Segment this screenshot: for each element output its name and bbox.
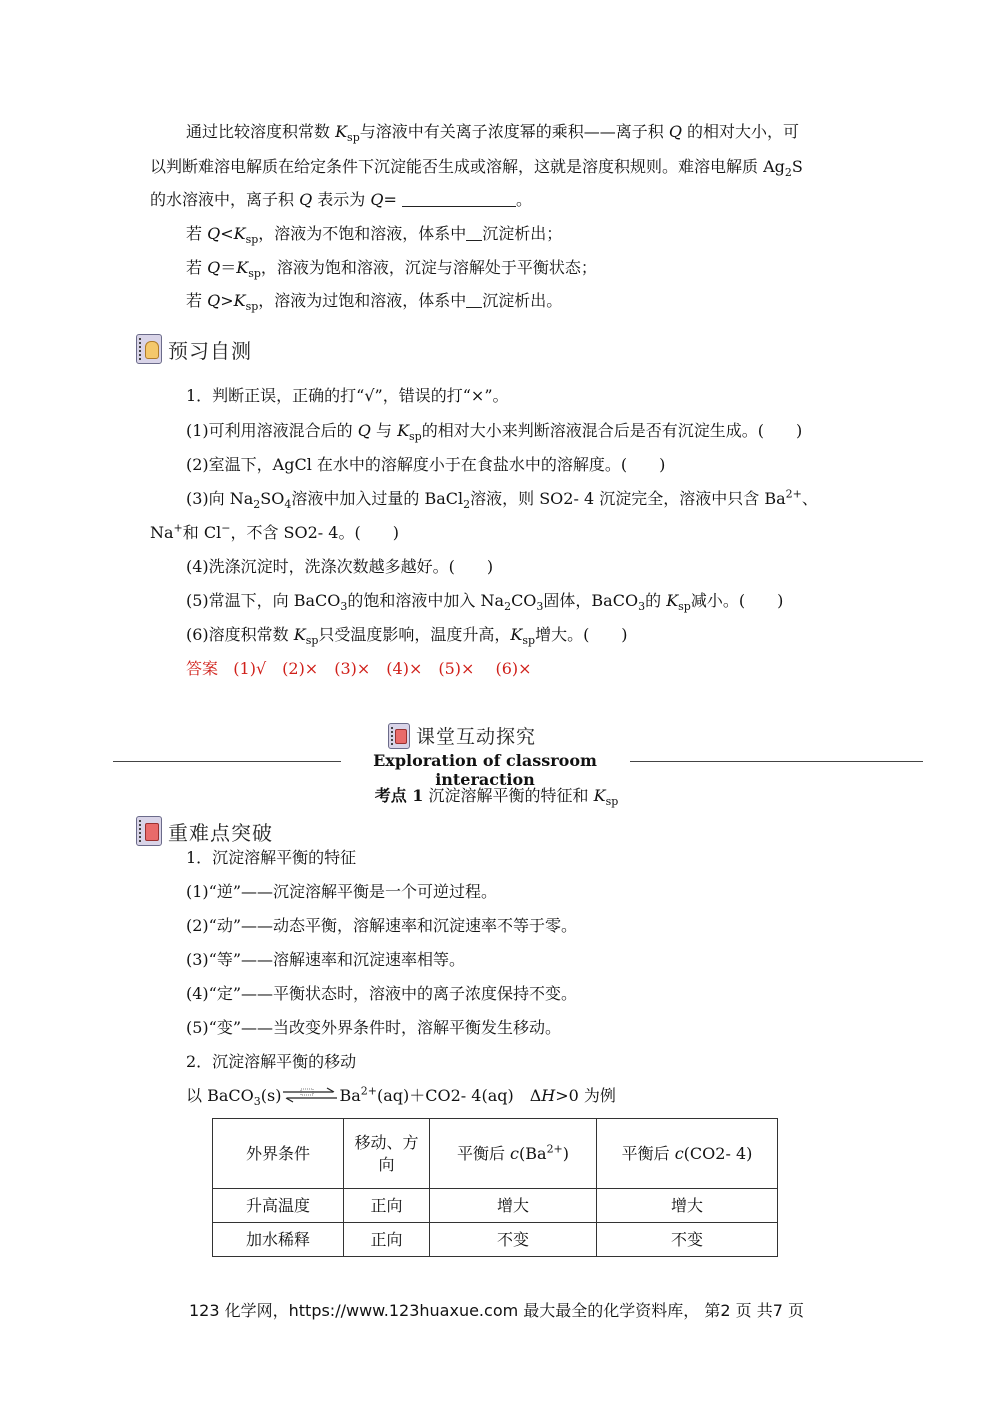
- answer-blank: [466, 224, 482, 241]
- table-cell: 正向: [344, 1223, 430, 1257]
- table-header-cell: 移动、方 向: [344, 1119, 430, 1189]
- table-cell: 增大: [430, 1189, 597, 1223]
- table-cell: 不变: [597, 1223, 778, 1257]
- answer-blank: [402, 190, 516, 207]
- rule-less: 若 $Q<K_{sp}$，溶液为不饱和溶液，体系中 沉淀析出；: [186, 224, 563, 247]
- table-header-cell: 外界条件: [213, 1119, 344, 1189]
- section-header-key-points: [136, 816, 273, 846]
- equilibrium-arrow-icon: [281, 1086, 339, 1104]
- table-cell: 增大: [597, 1189, 778, 1223]
- divider-right: [630, 761, 923, 762]
- equilibrium-shift-table: [212, 1118, 778, 1257]
- feature-item: (3)“等”——溶解速率和沉淀速率相等。: [186, 950, 466, 969]
- quiz-item-6: (6)溶度积常数 $K_{sp}$只受温度影响，温度升高，$K_{sp}$增大。( ): [186, 625, 628, 648]
- answer-blank: [466, 291, 482, 308]
- movement-heading: 2．沉淀溶解平衡的移动: [186, 1052, 357, 1071]
- table-header-row: [213, 1119, 778, 1189]
- table-cell: 加水稀释: [213, 1223, 344, 1257]
- section-title: 重难点突破: [168, 820, 273, 845]
- intro-line-1: 通过比较溶度积常数 $K_{sp}$与溶液中有关离子浓度幂的乘积——离子积 Q 的相对大小，可: [186, 122, 800, 145]
- answer-line: 答案 (1)√ (2)× (3)× (4)× (5)× (6)×: [186, 659, 532, 678]
- quiz-item-4: (4)洗涤沉淀时，洗涤次数越多越好。( ): [186, 557, 494, 576]
- rule-greater: 若 $Q>K_{sp}$，溶液为过饱和溶液，体系中 沉淀析出。: [186, 291, 563, 314]
- page-footer: 123 化学网，https://www.123huaxue.com 最大最全的化学资料库， 第2 页 共7 页: [189, 1301, 804, 1320]
- quiz-item-2: (2)室温下，AgCl 在水中的溶解度小于在食盐水中的溶解度。( ): [186, 455, 666, 474]
- feature-item: (2)“动”——动态平衡，溶解速率和沉淀速率不等于零。: [186, 916, 578, 935]
- table-header-cell: 平衡后 c(CO2- 4): [597, 1119, 778, 1189]
- notebook-icon: [136, 816, 162, 846]
- divider-left: [113, 761, 341, 762]
- notebook-icon: [136, 334, 162, 364]
- quiz-item-3: (3)向 $Na_2SO_4$溶液中加入过量的 BaCl$_2$溶液，则 SO2- 4 沉淀完全，溶液中只含 $Ba^{2+}$、: [186, 487, 818, 512]
- quiz-intro: 1．判断正误，正确的打“√”，错误的打“×”。: [186, 386, 509, 405]
- table-cell: 正向: [344, 1189, 430, 1223]
- kaodian-title: 考点 1 沉淀溶解平衡的特征和 $K_{sp}$: [374, 786, 619, 809]
- features-heading: 1．沉淀溶解平衡的特征: [186, 848, 357, 867]
- table-row: [213, 1189, 778, 1223]
- intro-line-3: 的水溶液中，离子积 Q 表示为 Q= 。: [150, 190, 533, 209]
- rule-equal: 若 $Q=K_{sp}$，溶液为饱和溶液，沉淀与溶解处于平衡状态；: [186, 258, 597, 281]
- quiz-item-5: (5)常温下，向 BaCO$_3$的饱和溶液中加入 $Na_2CO_3$固体，BaCO$_3$的 $K_{sp}$减小。( ): [186, 591, 784, 614]
- feature-item: (1)“逆”——沉淀溶解平衡是一个可逆过程。: [186, 882, 498, 901]
- banner-title-en: Exploration of classroom interaction: [373, 751, 597, 789]
- table-header-cell: 平衡后 $c(Ba^{2+})$: [430, 1119, 597, 1189]
- quiz-item-1: (1)可利用溶液混合后的 Q 与 $K_{sp}$的相对大小来判断溶液混合后是否有沉淀生成。( ): [186, 421, 803, 444]
- feature-item: (4)“定”——平衡状态时，溶液中的离子浓度保持不变。: [186, 984, 578, 1003]
- table-row: [213, 1223, 778, 1257]
- table-cell: 升高温度: [213, 1189, 344, 1223]
- feature-item: (5)“变”——当改变外界条件时，溶解平衡发生移动。: [186, 1018, 562, 1037]
- banner-classroom: [388, 722, 536, 749]
- section-header-preview-test: [136, 334, 252, 364]
- equilibrium-equation: 以 BaCO$_3$(s) $Ba^{2+}(aq)+CO2-$ 4(aq) ΔH>0 为例: [186, 1084, 616, 1109]
- quiz-item-3-cont: Na+和 Cl−，不含 SO2- 4。( ): [150, 521, 399, 542]
- notebook-icon: [388, 723, 410, 749]
- section-title: 预习自测: [168, 338, 252, 363]
- table-cell: 不变: [430, 1223, 597, 1257]
- intro-line-2: 以判断难溶电解质在给定条件下沉淀能否生成或溶解，这就是溶度积规则。难溶电解质 $Ag_2S$: [150, 157, 803, 180]
- banner-title-cn: 课堂互动探究: [416, 726, 537, 748]
